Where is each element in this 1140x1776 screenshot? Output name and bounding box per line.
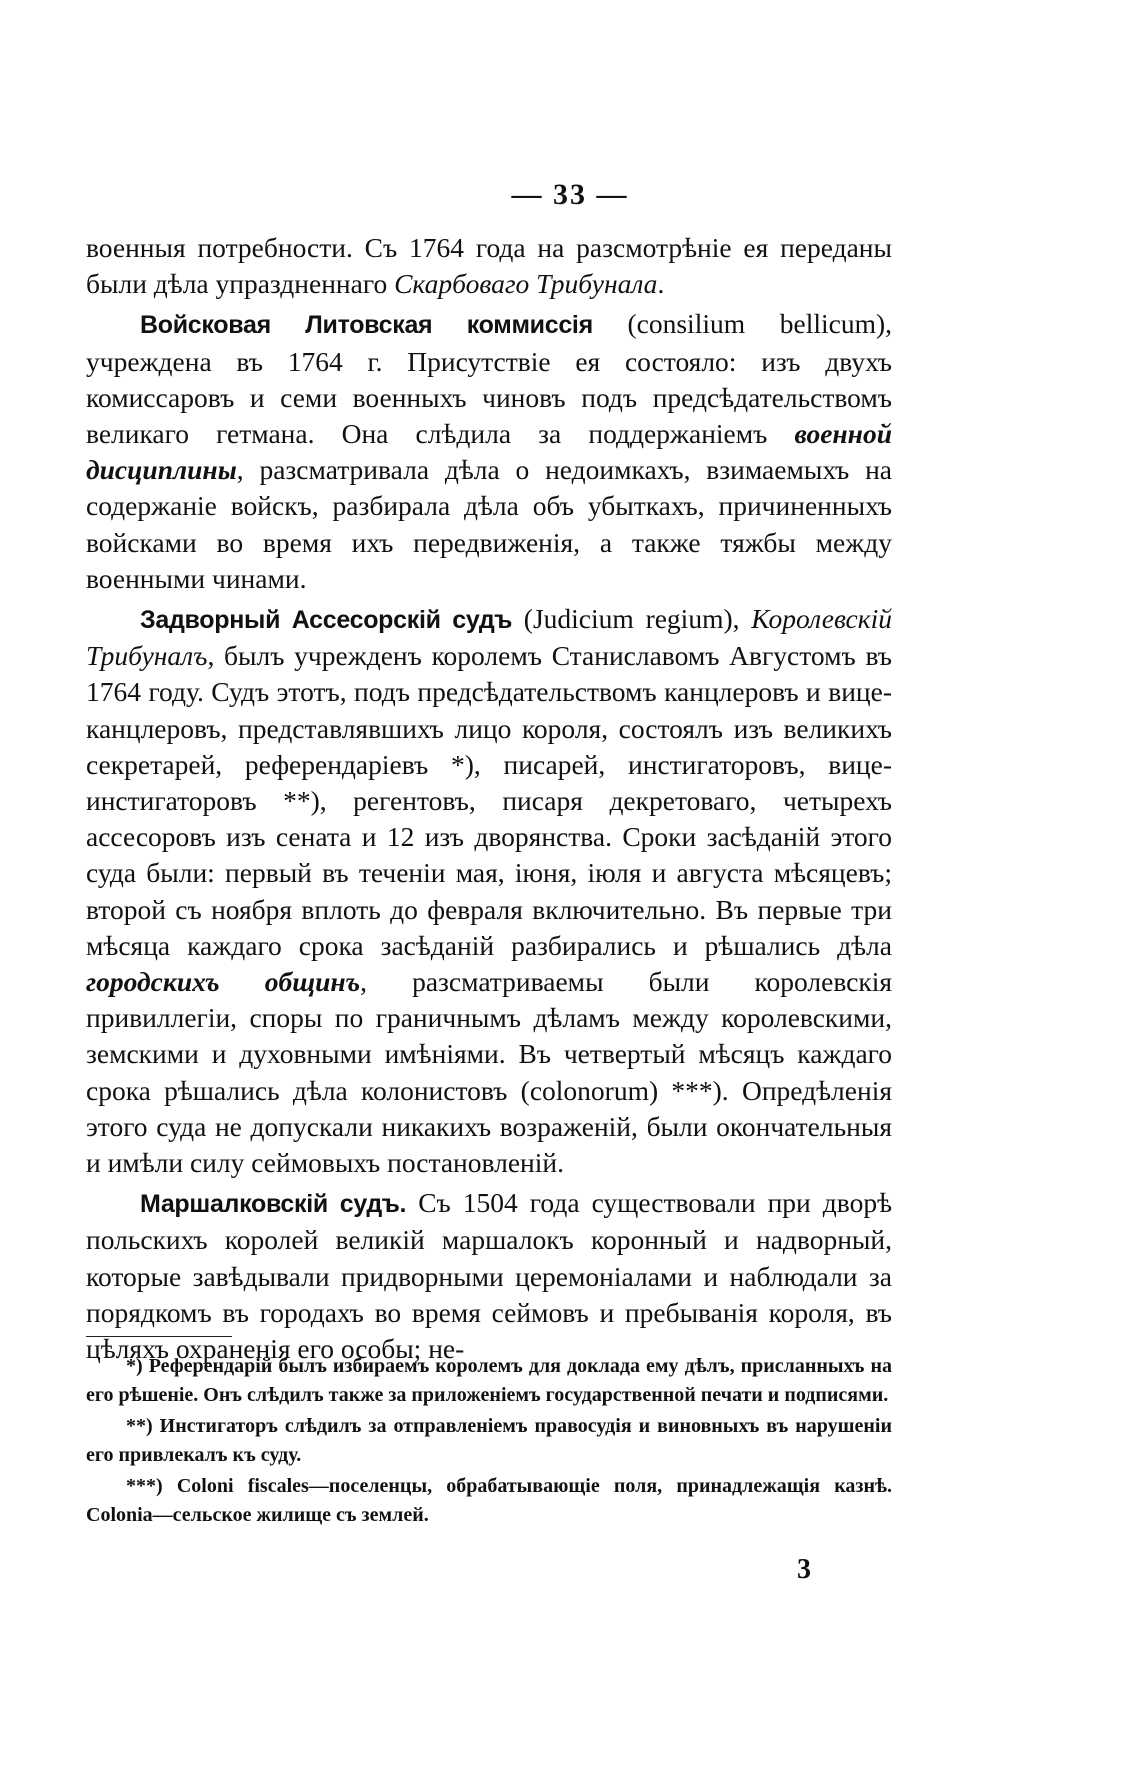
paragraph-text: Съ 1504 года существовали при дворѣ польскихъ королей великій маршалокъ коронный и надворный, которые завѣдывали придворными церемоніалами и наблюдали за порядкомъ въ городахъ во время сеймовъ и пребыванія короля, въ цѣляхъ охраненія его особы; не- bbox=[86, 1187, 892, 1365]
section-term: Маршалковскій судъ. bbox=[140, 1190, 407, 1219]
footnotes bbox=[86, 1352, 892, 1532]
paragraph-text: , разсматриваемы были королевскія привиллегіи, споры по граничнымъ дѣламъ между королевскими, земскими и духовными имѣніями. Въ четвертый мѣсяцъ каждаго срока рѣшались дѣла колонистовъ (colonorum) ***). Опредѣленія этого суда не допускали никакихъ возраженій, были окончательныя и имѣли силу сеймовыхъ постановленій. bbox=[86, 966, 892, 1179]
main-text bbox=[86, 230, 892, 1371]
paragraph-marshal-court bbox=[86, 1185, 892, 1367]
italic-term: Скарбоваго Трибунала bbox=[394, 268, 658, 300]
page-number: — 33 — bbox=[511, 178, 629, 211]
footnote-instigator: **) Инстигаторъ слѣдилъ за отправленіемъ правосудія и виновныхъ въ нарушеніи его привлекалъ къ суду. bbox=[86, 1415, 892, 1466]
paragraph-text: (consilium bellicum), учреждена въ 1764 г. Присутствіе ея состояло: изъ двухъ комиссаровъ и семи военныхъ чиновъ подъ предсѣдательствомъ великаго гетмана. Она слѣдила за поддержаніемъ bbox=[86, 308, 892, 450]
paragraph-military-needs bbox=[86, 230, 892, 302]
footnote-divider bbox=[86, 1336, 232, 1337]
paragraph-text: (Judicium regium), bbox=[512, 603, 752, 635]
italic-term: военной дисциплины bbox=[86, 418, 892, 486]
paragraph-text: военныя потребности. Съ 1764 года на разсмотрѣніе ея переданы были дѣла упраздненнаго bbox=[86, 232, 892, 300]
italic-term: Королевскій Трибуналъ bbox=[86, 603, 892, 672]
signature-mark: 3 bbox=[797, 1554, 811, 1585]
paragraph-assessor-court bbox=[86, 601, 892, 1181]
footnote-referendary: *) Референдарій былъ избираемъ королемъ для доклада ему дѣлъ, присланныхъ на его рѣшеніе. Онъ слѣдилъ также за приложеніемъ государственной печати и подписями. bbox=[86, 1355, 892, 1406]
italic-term: городскихъ общинъ bbox=[86, 966, 361, 998]
paragraph-text: , былъ учрежденъ королемъ Станиславомъ Августомъ въ 1764 году. Судъ этотъ, подъ предсѣдательствомъ канцлеровъ и вице-канцлеровъ, представлявшихъ лицо короля, состоялъ изъ великихъ секретарей, референдаріевъ *), писарей, инстигаторовъ, вице-инстигаторовъ **), регентовъ, писаря декретоваго, четырехъ ассесоровъ изъ сената и 12 изъ дворянства. Сроки засѣданій этого суда были: первый въ теченіи мая, іюня, іюля и августа мѣсяцевъ; второй съ ноября вплоть до февраля включительно. Въ первые три мѣсяца каждаго срока засѣданій разбирались и рѣшались дѣла bbox=[86, 640, 892, 961]
section-term: Войсковая Литовская коммиссія bbox=[140, 311, 593, 340]
section-term: Задворный Ассесорскій судъ bbox=[140, 606, 512, 635]
paragraph-text: . bbox=[657, 268, 665, 300]
paragraph-lithuanian-commission bbox=[86, 306, 892, 597]
paragraph-text: , разсматривала дѣла о недоимкахъ, взимаемыхъ на содержаніе войскъ, разбирала дѣла объ убыткахъ, причиненныхъ войсками во время ихъ передвиженія, а также тяжбы между военными чинами. bbox=[86, 454, 892, 594]
footnote-coloni: ***) Coloni fiscales—поселенцы, обрабатывающіе поля, принадлежащія казнѣ. Colonia—сельское жилище съ землей. bbox=[86, 1475, 892, 1526]
